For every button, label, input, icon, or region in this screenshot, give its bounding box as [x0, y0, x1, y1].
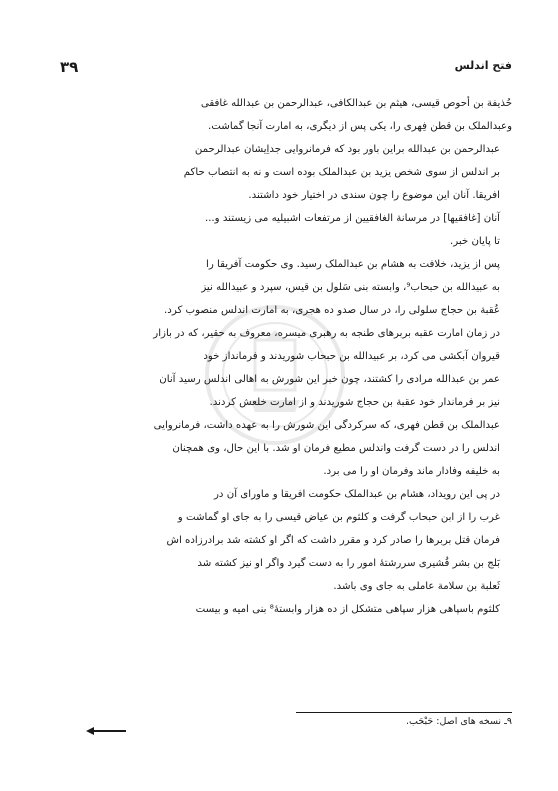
- text-line: در زمان امارت عقبه بربرهای طنجه به رهبری میسره، معروف به حقیر، که در بازار: [153, 328, 500, 339]
- paragraph: [66, 253, 512, 483]
- footnote: ۹ـ نسخه های اصل: حَبْحَب.: [406, 716, 512, 727]
- text-line: عمر بن عبدالله مرادی را کشتند، چون خبر این شورش به اهالی اندلس رسید آنان: [159, 374, 500, 385]
- paragraph: [66, 138, 512, 207]
- text-line: قیروان آبکشی می کرد، بر عبیدالله بن حبحاب شوریدند و فرمانداز خود: [203, 351, 500, 362]
- text-line: افریقا. آنان این موضوع را چون سندی در اختیار خود داشتند.: [248, 190, 500, 201]
- paragraph: [66, 207, 512, 253]
- text-line: نیز بر فرماندار خود عقبة بن حجاج شوریدند و از امارت خلعش کردند.: [209, 397, 500, 408]
- text-line: در پی این رویداد، هشام بن عبدالملک حکومت افریقا و ماورای آن در: [214, 489, 500, 500]
- text-line: عبدالرحمن بن عبدالله براین باور بود که فرمانروایی جداِیشان عبدالرحمن: [194, 144, 500, 155]
- text-line: آنان [غافقیها] در مرسانة الغافقیین از مرتفعات اشبیلیه می زیستند و...: [204, 213, 500, 224]
- text-line: اندلس را در دست گرفت واندلس مطیع فرمان او شد. با این حال، وی همچنان: [172, 443, 500, 454]
- page-number: ۳۹: [60, 58, 79, 76]
- text-line: غرب را از ابن حبحاب گرفت و کلثوم بن عیاض قیسی را به جای او گماشت و: [177, 512, 500, 523]
- text-line: کلثوم باسپاهی هزار سپاهی متشکل از ده هزار وابستهٔ⁸ بنی امیه و بیست: [195, 604, 500, 615]
- paragraph: [66, 92, 512, 138]
- text-line: عبدالملک بن قطن فهری، که سرکردگی این شورش را به عهده داشت، فرمانروایی: [153, 420, 500, 431]
- footnote-divider: [296, 712, 512, 713]
- text-line: بر اندلس از سوی شخص یزید بن عبدالملک بوده است و نه به انتصاب حاکم: [183, 167, 500, 178]
- text-line: وعبدالملک بن قطن فِهری را، یکی پس از دیگری، به امارت آنجا گماشت.: [208, 121, 512, 132]
- text-line: به عبیدالله بن حبحاب⁹، وابسته بنی سَلول بن قیس، سپرد و عبیدالله نیز: [201, 282, 500, 293]
- text-line: به خلیفه وفادار ماند وفرمان او را می برد.: [323, 466, 500, 477]
- text-line: پس از یزید، خلافت به هشام بن عبدالملک رسید. وی حکومت آفریقا را: [205, 259, 500, 270]
- text-line: بَلج بن بشر قُشیری سررشتهٔ امور را به دست گیرد واگر او نیز کشته شد: [197, 558, 500, 569]
- running-title: فتح اندلس: [454, 59, 512, 72]
- paragraph: [66, 598, 512, 621]
- continue-arrow-icon: [86, 726, 126, 736]
- paragraph: [66, 483, 512, 598]
- text-line: تا پایان خبر.: [449, 236, 500, 247]
- text-line: عُقبة بن حجاج سلولی را، در سال صدو ده هجری، به امارت اندلس منصوب کرد.: [164, 305, 500, 316]
- text-line: فرمان قتل بربرها را صادر کرد و مقرر داشت که اگر او کشته شد برادرزاده اش: [166, 535, 500, 546]
- page-header: [60, 58, 512, 78]
- text-line: ثَعلبة بن سلامة عاملی به جای وی باشد.: [333, 581, 500, 592]
- text-line: حُذیفة بن أحوص قیسی، هیثم بن عبدالکافی، عبدالرحمن بن عبدالله غافقی: [200, 98, 512, 109]
- body-text: [66, 92, 512, 621]
